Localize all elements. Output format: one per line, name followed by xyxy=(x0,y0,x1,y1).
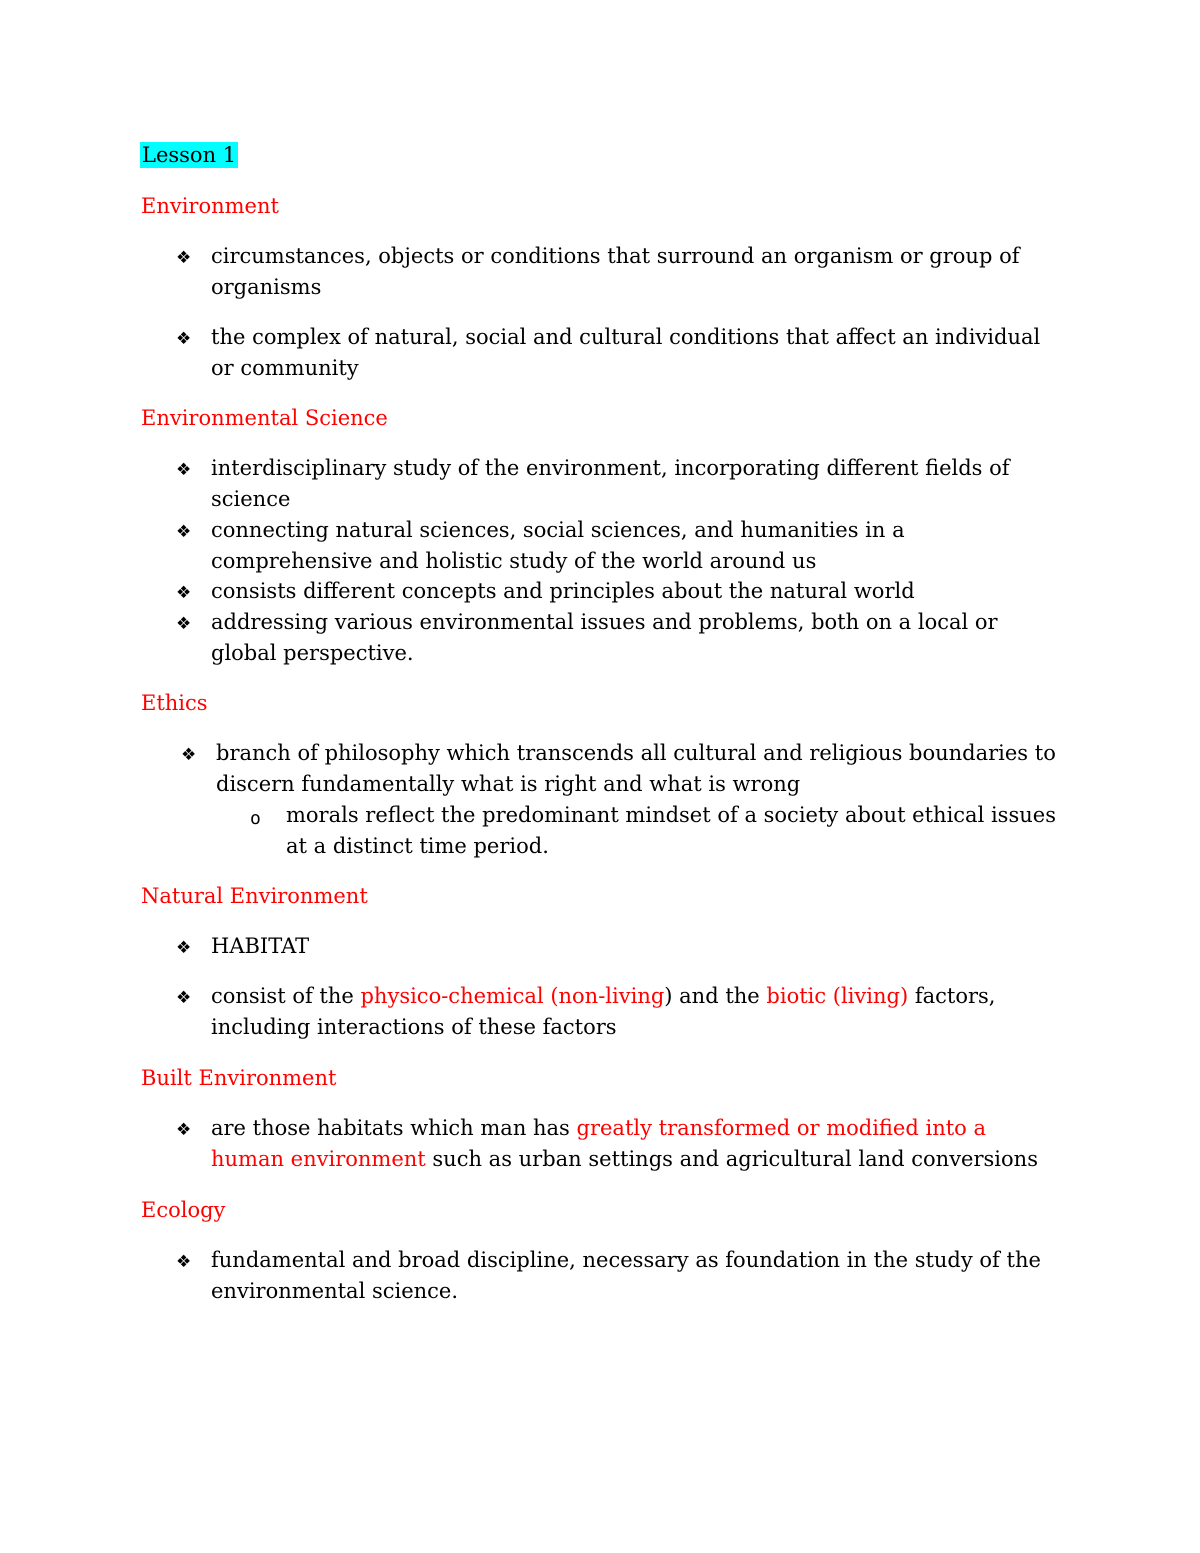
list-item xyxy=(211,1113,1061,1174)
list-item: fundamental and broad discipline, necessary as foundation in the study of the environmental science. xyxy=(211,1248,1041,1303)
bullet-icon: ❖ xyxy=(176,938,192,958)
heading-built-environment: Built Environment xyxy=(141,1066,337,1090)
list-item: connecting natural sciences, social sciences, and humanities in a comprehensive and holistic study of the world around us xyxy=(211,518,905,573)
list-item: circumstances, objects or conditions that surround an organism or group of organisms xyxy=(211,244,1020,299)
heading-ecology: Ecology xyxy=(141,1198,226,1222)
text-span: factors, including interactions of these factors xyxy=(211,984,996,1039)
bullet-icon: ❖ xyxy=(176,1252,192,1272)
bullet-icon: ❖ xyxy=(181,745,197,765)
highlighted-text: physico-chemical (non-living xyxy=(360,984,665,1008)
list-item: the complex of natural, social and cultural conditions that affect an individual or community xyxy=(211,325,1041,380)
heading-environmental-science: Environmental Science xyxy=(141,406,388,430)
list-item: branch of philosophy which transcends all cultural and religious boundaries to discern fundamentally what is right and what is wrong xyxy=(216,741,1056,796)
text-span: such as urban settings and agricultural land conversions xyxy=(425,1146,1038,1171)
heading-ethics: Ethics xyxy=(141,691,208,715)
highlighted-text: greatly transformed or modified into a human environment xyxy=(211,1116,986,1171)
bullet-icon: ❖ xyxy=(176,1120,192,1140)
list-item xyxy=(211,981,1061,1042)
sub-bullet-icon: o xyxy=(250,808,261,829)
bullet-icon: ❖ xyxy=(176,522,192,542)
list-item: consists different concepts and principles about the natural world xyxy=(211,579,915,603)
bullet-icon: ❖ xyxy=(176,329,192,349)
bullet-icon: ❖ xyxy=(176,988,192,1008)
lesson-title: Lesson 1 xyxy=(142,143,237,167)
heading-environment: Environment xyxy=(141,194,279,218)
bullet-icon: ❖ xyxy=(176,460,192,480)
text-span: consist of the xyxy=(211,984,361,1008)
heading-natural-environment: Natural Environment xyxy=(141,884,368,908)
text-span: are those habitats which man has xyxy=(211,1116,577,1140)
bullet-icon: ❖ xyxy=(176,614,192,634)
list-item: addressing various environmental issues and problems, both on a local or global perspective. xyxy=(211,610,998,665)
bullet-icon: ❖ xyxy=(176,583,192,603)
list-item: HABITAT xyxy=(211,934,310,958)
list-item: interdisciplinary study of the environment, incorporating different fields of science xyxy=(211,456,1010,511)
text-span: ) and the xyxy=(664,984,767,1008)
sub-list-item: morals reflect the predominant mindset of a society about ethical issues at a distinct time period. xyxy=(286,803,1056,858)
highlighted-text: biotic (living) xyxy=(766,984,909,1008)
bullet-icon: ❖ xyxy=(176,248,192,268)
